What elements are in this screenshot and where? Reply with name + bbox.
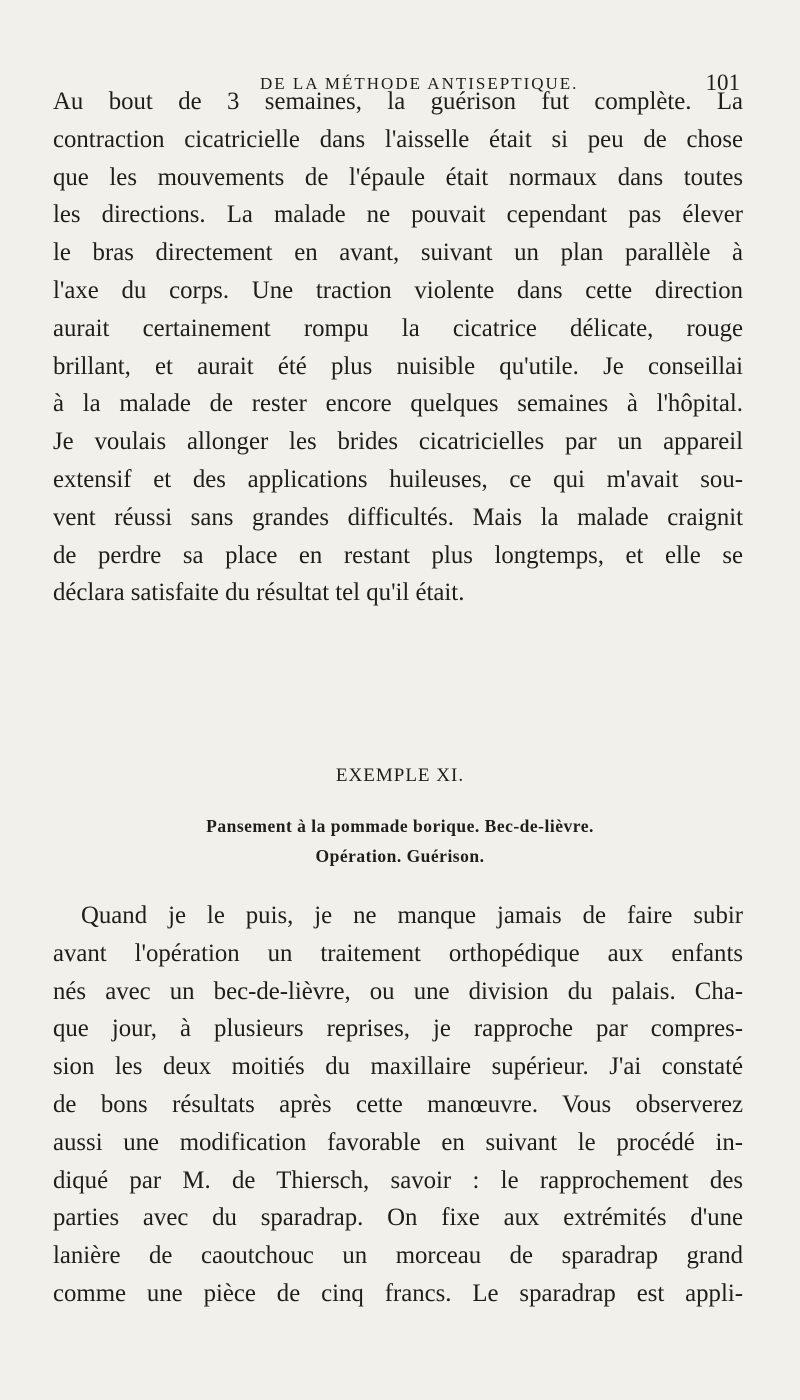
text-line: parties avec du sparadrap. On fixe aux extrémités d'une	[53, 1204, 743, 1232]
text-line: aurait certainement rompu la cicatrice délicate, rouge	[53, 314, 743, 342]
text-line: que les mouvements de l'épaule était normaux dans toutes	[53, 163, 743, 191]
text-line: le bras directement en avant, suivant un plan parallèle à	[53, 239, 743, 267]
text-line: l'axe du corps. Une traction violente dans cette direction	[53, 276, 743, 304]
text-line: contraction cicatricielle dans l'aisselle était si peu de chose	[53, 125, 743, 153]
text-line: déclara satisfaite du résultat tel qu'il était.	[53, 579, 465, 607]
paragraph-1	[53, 83, 743, 612]
text-line: nés avec un bec-de-lièvre, ou une division du palais. Cha-	[53, 977, 743, 1005]
text-line: aussi une modification favorable en suivant le procédé in-	[53, 1128, 743, 1156]
text-line: de perdre sa place en restant plus longtemps, et elle se	[53, 541, 743, 569]
text-line: sion les deux moitiés du maxillaire supérieur. J'ai constaté	[53, 1053, 743, 1081]
paragraph-2	[53, 897, 743, 1313]
text-line: brillant, et aurait été plus nuisible qu'utile. Je conseillai	[53, 352, 743, 380]
text-line: diqué par M. de Thiersch, savoir : le rapprochement des	[53, 1166, 743, 1194]
example-subheading: Pansement à la pommade borique. Bec-de-lièvre.	[206, 816, 594, 836]
text-line: vent réussi sans grandes difficultés. Mais la malade craignit	[53, 503, 743, 531]
text-line: Je voulais allonger les brides cicatricielles par un appareil	[53, 428, 743, 456]
running-head: DE LA MÉTHODE ANTISEPTIQUE.	[260, 74, 579, 93]
example-subheading: Opération. Guérison.	[315, 846, 485, 866]
text-line: que jour, à plusieurs reprises, je rapproche par compres-	[53, 1015, 743, 1043]
text-line: Quand je le puis, je ne manque jamais de faire subir	[81, 902, 743, 929]
example-heading: EXEMPLE XI.	[335, 765, 465, 786]
text-line: à la malade de rester encore quelques semaines à l'hôpital.	[53, 390, 743, 418]
text-line: Au bout de 3 semaines, la guérison fut complète. La	[53, 88, 743, 115]
text-line: avant l'opération un traitement orthopédique aux enfants	[53, 939, 743, 967]
text-line: comme une pièce de cinq francs. Le sparadrap est appli-	[53, 1279, 743, 1307]
page-number: 101	[705, 70, 740, 95]
text-line: lanière de caoutchouc un morceau de sparadrap grand	[53, 1242, 743, 1270]
text-line: extensif et des applications huileuses, ce qui m'avait sou-	[53, 465, 743, 493]
text-line: de bons résultats après cette manœuvre. Vous observerez	[53, 1090, 743, 1118]
text-line: les directions. La malade ne pouvait cependant pas élever	[53, 201, 743, 229]
